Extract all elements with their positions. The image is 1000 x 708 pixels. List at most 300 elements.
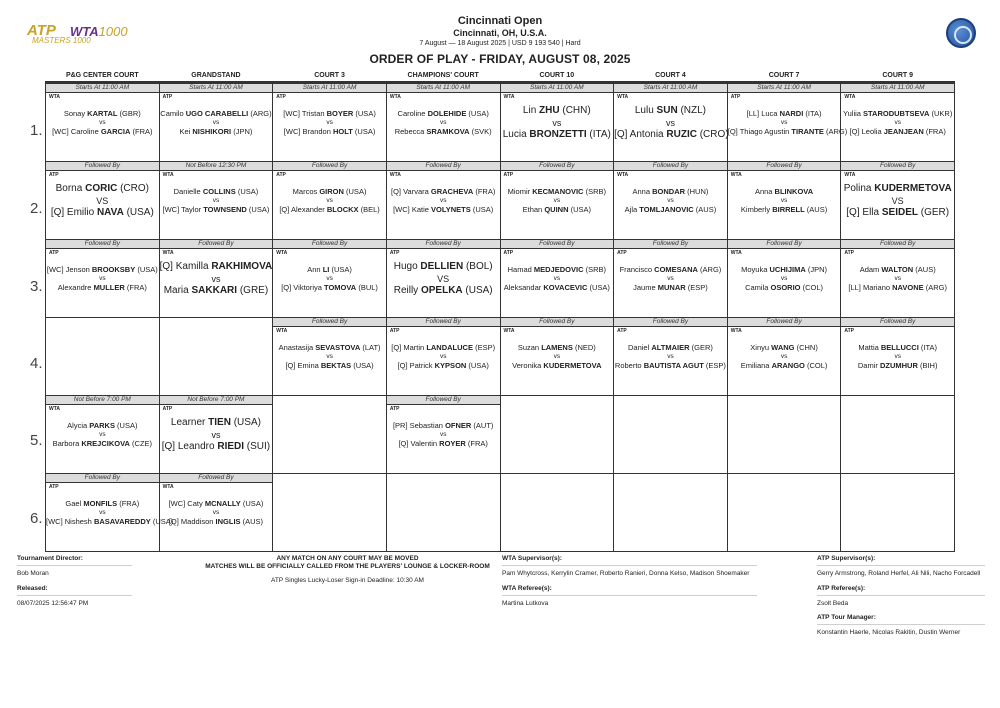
player-surname: OFNER — [445, 421, 472, 430]
vs-label: vs — [99, 431, 106, 438]
player-surname: GRACHEVA — [430, 187, 474, 196]
tour-label: ATP — [730, 94, 741, 100]
row-number: 6. — [30, 510, 43, 527]
player-1 — [387, 187, 500, 196]
player-surname: RAKHIMOVA — [211, 261, 273, 272]
player-2 — [387, 205, 500, 214]
player-name-part: [Q] Ella — [846, 207, 882, 218]
player-1 — [728, 187, 841, 196]
match-cell — [273, 240, 387, 318]
court-header: CHAMPIONS' COURT — [386, 69, 500, 83]
player-name-part: Jaume — [633, 283, 658, 292]
match — [387, 179, 500, 214]
player-name-part: [Q] Viktoriya — [281, 283, 324, 292]
player-2 — [160, 517, 273, 526]
player-surname: WALTON — [881, 265, 914, 274]
wta-logo-text: WTA — [70, 24, 99, 39]
empty-match-cell — [614, 396, 728, 474]
tour-label: ATP — [49, 250, 59, 256]
schedule-bar: Followed By — [387, 240, 500, 249]
vs-label: vs — [439, 431, 447, 438]
match — [841, 335, 954, 370]
match-cell — [841, 240, 955, 318]
tournament-title: Cincinnati Open — [457, 15, 543, 27]
player-1 — [501, 187, 614, 196]
match — [160, 257, 273, 297]
player-name-part: (FRA) — [465, 439, 488, 448]
player-2 — [614, 205, 727, 214]
player-name-part: (ESP) — [472, 343, 496, 352]
match-cell — [614, 83, 728, 162]
player-surname: BRONZETTI — [529, 129, 587, 140]
player-name-part: (GER) — [689, 343, 713, 352]
tour-label: ATP — [617, 328, 627, 334]
player-1 — [614, 187, 727, 196]
schedule-bar: Starts At 11:00 AM — [841, 84, 954, 93]
player-name-part: Lucia — [502, 129, 530, 140]
player-name-part: [Q] Leolia — [849, 127, 884, 136]
player-name-part: Kei — [179, 127, 193, 136]
player-1 — [46, 265, 159, 274]
vs-label: vs — [439, 197, 447, 204]
page-header — [0, 15, 1000, 66]
player-name-part: Borna — [55, 183, 86, 194]
player-1 — [160, 417, 273, 429]
player-name-part: (SVK) — [469, 127, 492, 136]
atp-referee-label: ATP Referee(s): — [817, 585, 866, 592]
match-row — [46, 396, 955, 474]
tour-label: ATP — [162, 406, 173, 412]
player-name-part: [Q] Thiago Agustin — [727, 127, 792, 136]
player-surname: MCNALLY — [204, 499, 241, 508]
player-2 — [728, 283, 841, 292]
tour-label: ATP — [49, 484, 59, 490]
player-name-part: (USA) — [230, 417, 261, 428]
match — [387, 257, 500, 297]
match-cell — [159, 396, 273, 474]
vs-label: vs — [99, 119, 106, 126]
player-surname: SUN — [656, 105, 678, 116]
player-name-part: [WC] Caty — [168, 499, 205, 508]
match — [160, 101, 273, 136]
player-name-part: (USA) — [123, 207, 154, 218]
schedule-bar: Followed By — [841, 240, 954, 249]
player-name-part: [Q] Emilio — [50, 207, 97, 218]
player-2 — [273, 127, 386, 136]
player-surname: GIRON — [319, 187, 344, 196]
player-name-part: (ITA) — [586, 129, 611, 140]
divider — [502, 595, 757, 596]
atp-referee: Zsolt Beda — [817, 600, 849, 607]
player-name-part: [Q] Valentin — [398, 439, 440, 448]
divider — [817, 624, 985, 625]
tour-label: ATP — [503, 250, 514, 256]
player-1 — [614, 265, 727, 274]
player-surname: TIRANTE — [791, 127, 824, 136]
empty-match-cell — [46, 318, 160, 396]
empty-match-cell — [727, 474, 841, 552]
vs-label: vs — [439, 353, 447, 360]
tournament-director: Bob Moran — [17, 570, 49, 577]
vs-label: vs — [780, 275, 788, 282]
divider — [17, 595, 132, 596]
player-surname: VOLYNETS — [431, 205, 471, 214]
player-surname: KOVACEVIC — [543, 283, 588, 292]
player-surname: BLOCKX — [326, 205, 359, 214]
player-2 — [501, 205, 614, 214]
player-1 — [273, 265, 386, 274]
schedule-bar: Followed By — [273, 318, 386, 327]
match — [501, 257, 614, 292]
player-2 — [387, 285, 500, 297]
schedule-bar: Followed By — [614, 162, 727, 171]
player-surname: TOMLJANOVIC — [639, 205, 694, 214]
atp-logo-text: ATP — [27, 22, 56, 39]
player-2 — [841, 207, 954, 219]
schedule-bar: Starts At 11:00 AM — [728, 84, 841, 93]
schedule-bar: Followed By — [46, 162, 159, 171]
match-cell — [273, 83, 387, 162]
vs-label: vs — [780, 353, 788, 360]
match — [273, 257, 386, 292]
match — [46, 413, 159, 448]
schedule-bar: Starts At 11:00 AM — [160, 84, 273, 93]
match-cell — [273, 162, 387, 240]
row-number: 2. — [30, 200, 43, 217]
player-2 — [387, 439, 500, 448]
vs-label: vs — [894, 119, 901, 126]
schedule-bar: Followed By — [160, 474, 273, 483]
court-header: COURT 10 — [500, 69, 614, 83]
match — [841, 179, 954, 219]
player-2 — [46, 127, 159, 136]
player-name-part: [WC] Brandon — [283, 127, 333, 136]
player-name-part: Hamad — [507, 265, 534, 274]
player-name-part: [WC] Tristan — [283, 109, 327, 118]
player-name-part: (NZL) — [677, 105, 707, 116]
player-name-part: Suzan — [517, 343, 542, 352]
player-1 — [614, 105, 727, 117]
tour-label: ATP — [276, 94, 286, 100]
match-cell — [46, 396, 160, 474]
schedule-bar: Followed By — [614, 240, 727, 249]
schedule-bar: Followed By — [273, 240, 386, 249]
player-surname: OPELKA — [420, 285, 463, 296]
player-1 — [160, 187, 273, 196]
tour-label: ATP — [503, 172, 514, 178]
player-name-part: Alexandre — [57, 283, 94, 292]
player-1 — [501, 343, 614, 352]
match-cell — [159, 162, 273, 240]
player-name-part: [Q] Alexander — [279, 205, 327, 214]
player-name-part: (SUI) — [244, 441, 271, 452]
vs-label: vs — [212, 509, 220, 516]
match — [728, 257, 841, 292]
schedule-bar: Followed By — [273, 162, 386, 171]
player-name-part: Barbora — [52, 439, 82, 448]
player-name-part: (ARG) — [697, 265, 722, 274]
match-cell — [614, 318, 728, 396]
empty-match-cell — [500, 474, 614, 552]
player-1 — [46, 183, 159, 195]
schedule-bar: Starts At 11:00 AM — [501, 84, 614, 93]
player-surname: NISHIKORI — [192, 127, 232, 136]
player-surname: RUZIC — [666, 129, 697, 140]
player-name-part: (USA) — [466, 109, 489, 118]
vs-label: vs — [439, 119, 447, 126]
player-name-part: [WC] Katie — [393, 205, 432, 214]
player-name-part: Moyuka — [741, 265, 770, 274]
schedule-bar: Followed By — [728, 240, 841, 249]
player-name-part: (AUS) — [913, 265, 936, 274]
player-2 — [614, 283, 727, 292]
player-name-part: Lin — [522, 105, 540, 116]
player-name-part: (GRE) — [237, 285, 269, 296]
player-1 — [841, 183, 954, 195]
match-cell — [841, 83, 955, 162]
empty-match-cell — [273, 474, 387, 552]
player-surname: COMESANA — [654, 265, 698, 274]
match-cell — [386, 83, 500, 162]
player-name-part: (ARG) — [823, 127, 848, 136]
player-surname: NARDI — [779, 109, 804, 118]
match — [501, 179, 614, 214]
empty-match-cell — [273, 396, 387, 474]
player-1 — [501, 105, 614, 117]
vs-label: vs — [553, 353, 561, 360]
player-surname: OSORIO — [770, 283, 801, 292]
match-cell — [500, 162, 614, 240]
player-1 — [728, 109, 841, 118]
match — [614, 335, 727, 370]
atp-supervisors-label: ATP Supervisor(s): — [817, 555, 876, 562]
match — [727, 101, 848, 136]
wta-supervisors-label: WTA Supervisor(s): — [502, 555, 562, 562]
court-header: COURT 7 — [727, 69, 841, 83]
player-surname: CORIC — [85, 183, 118, 194]
player-name-part: (USA) — [352, 127, 376, 136]
player-surname: KYPSON — [434, 361, 467, 370]
player-surname: COLLINS — [202, 187, 236, 196]
player-surname: TIEN — [208, 417, 231, 428]
match-cell — [500, 240, 614, 318]
match-cell — [614, 240, 728, 318]
released-label: Released: — [17, 585, 48, 592]
player-surname: INGLIS — [215, 517, 241, 526]
player-name-part: Xinyu — [750, 343, 772, 352]
court-header: COURT 4 — [614, 69, 728, 83]
player-1 — [841, 109, 954, 118]
player-surname: RIEDI — [217, 441, 245, 452]
match — [46, 491, 174, 526]
match-cell — [386, 240, 500, 318]
tour-label: WTA — [49, 94, 61, 100]
vs-label: vs — [326, 119, 333, 126]
match-cell — [386, 162, 500, 240]
player-name-part: (AUS) — [240, 517, 264, 526]
tour-label: ATP — [389, 406, 400, 412]
player-name-part: Hugo — [393, 261, 421, 272]
court-header-row — [46, 69, 955, 83]
player-name-part: (CHN) — [559, 105, 591, 116]
match-cell — [46, 83, 160, 162]
player-surname: ROYER — [439, 439, 466, 448]
court-header: GRANDSTAND — [159, 69, 273, 83]
player-name-part: [WC] Taylor — [162, 205, 204, 214]
player-2 — [501, 129, 614, 141]
player-name-part: Anna — [754, 187, 775, 196]
schedule-bar: Followed By — [501, 240, 614, 249]
player-surname: LANDALUCE — [426, 343, 473, 352]
match-cell — [727, 162, 841, 240]
wta-referee-label: WTA Referee(s): — [502, 585, 552, 592]
player-name-part: [Q] Emina — [285, 361, 321, 370]
vs-label: vs — [99, 509, 106, 516]
vs-label: vs — [780, 119, 788, 126]
match-cell — [46, 162, 160, 240]
match-cell — [727, 83, 848, 162]
tour-label: ATP — [276, 172, 286, 178]
player-name-part: (ITA) — [918, 343, 937, 352]
player-name-part: [PR] Sebastian — [392, 421, 446, 430]
schedule-bar: Followed By — [728, 162, 841, 171]
schedule-bar: Starts At 11:00 AM — [387, 84, 500, 93]
tour-label: ATP — [844, 328, 855, 334]
player-1 — [46, 421, 159, 430]
player-surname: MUNAR — [657, 283, 686, 292]
player-1 — [160, 499, 273, 508]
player-name-part: (FRA) — [124, 283, 147, 292]
schedule-bar: Starts At 11:00 AM — [273, 84, 386, 93]
player-name-part: (SRB) — [583, 265, 606, 274]
vs-label: vs — [552, 118, 562, 128]
player-surname: GARCIA — [100, 127, 131, 136]
player-2 — [273, 361, 386, 370]
player-name-part: Camilo — [160, 109, 186, 118]
match-cell — [727, 240, 841, 318]
match-row — [46, 162, 955, 240]
player-name-part: Anastasija — [278, 343, 316, 352]
player-surname: SEIDEL — [881, 207, 918, 218]
schedule-bar: Followed By — [160, 240, 273, 249]
player-name-part: (USA) — [466, 361, 489, 370]
player-surname: LAMENS — [541, 343, 573, 352]
player-surname: BLINKOVA — [774, 187, 814, 196]
vs-label: vs — [667, 353, 674, 360]
match-cell — [46, 240, 160, 318]
player-name-part: (CRO) — [117, 183, 149, 194]
empty-match-cell — [386, 474, 500, 552]
divider — [17, 565, 132, 566]
match — [160, 179, 273, 214]
tournament-director-label: Tournament Director: — [17, 555, 83, 562]
player-name-part: (USA) — [353, 109, 376, 118]
player-name-part: Sonay — [63, 109, 88, 118]
player-surname: NAVA — [96, 207, 124, 218]
player-2 — [46, 439, 159, 448]
schedule-bar: Followed By — [387, 162, 500, 171]
schedule-bar: Followed By — [728, 318, 841, 327]
match — [501, 101, 614, 141]
match-row — [46, 83, 955, 162]
match-cell — [386, 318, 500, 396]
match — [614, 179, 727, 214]
empty-match-cell — [727, 396, 841, 474]
player-name-part: [LL] Luca — [746, 109, 780, 118]
vs-label: vs — [553, 275, 561, 282]
match-cell — [841, 162, 955, 240]
schedule-bar: Followed By — [387, 318, 500, 327]
player-surname: KUDERMETOVA — [543, 361, 602, 370]
player-name-part: Rebecca — [394, 127, 427, 136]
vs-label: vs — [780, 197, 788, 204]
player-2 — [387, 361, 500, 370]
tour-label: WTA — [49, 406, 61, 412]
player-surname: BROOKSBY — [91, 265, 136, 274]
tour-label: ATP — [844, 250, 855, 256]
schedule-bar: Starts At 11:00 AM — [614, 84, 727, 93]
vs-label: vs — [667, 197, 674, 204]
atp-tour-manager-label: ATP Tour Manager: — [817, 614, 876, 621]
player-2 — [841, 361, 954, 370]
player-2 — [160, 441, 273, 453]
player-name-part: Miomir — [507, 187, 533, 196]
player-surname: DZUMHUR — [879, 361, 918, 370]
player-name-part: (ITA) — [803, 109, 822, 118]
player-surname: BASAVAREDDY — [93, 517, 151, 526]
player-1 — [387, 343, 500, 352]
player-name-part: [Q] Antonia — [614, 129, 667, 140]
player-name-part: (CHN) — [794, 343, 818, 352]
player-name-part: (COL) — [800, 283, 824, 292]
player-name-part: (GER) — [917, 207, 950, 218]
notice-line-1: ANY MATCH ON ANY COURT MAY BE MOVED — [276, 555, 419, 562]
player-1 — [160, 261, 273, 273]
vs-label: VS — [96, 196, 109, 206]
tour-label: WTA — [503, 328, 515, 334]
player-name-part: (FRA) — [130, 127, 153, 136]
player-surname: ARANGO — [771, 361, 805, 370]
player-surname: JEANJEAN — [883, 127, 924, 136]
player-surname: BOYER — [326, 109, 354, 118]
match — [841, 257, 954, 292]
match-cell — [159, 474, 273, 552]
row-number: 1. — [30, 122, 43, 139]
player-surname: BEKTAS — [320, 361, 352, 370]
player-1 — [501, 265, 614, 274]
player-name-part: Maria — [163, 285, 192, 296]
vs-label: vs — [894, 353, 901, 360]
player-2 — [501, 361, 614, 370]
match-cell — [386, 396, 500, 474]
divider — [817, 595, 985, 596]
vs-label: vs — [667, 275, 674, 282]
tour-label: WTA — [730, 172, 742, 178]
schedule-bar: Followed By — [841, 162, 954, 171]
vs-label: vs — [894, 275, 901, 282]
player-surname: KARTAL — [87, 109, 118, 118]
player-surname: ZHU — [539, 105, 560, 116]
match — [387, 101, 500, 136]
player-name-part: Mattia — [858, 343, 881, 352]
match-cell — [159, 83, 273, 162]
player-name-part: Ann — [307, 265, 323, 274]
player-name-part: (USA) — [351, 361, 374, 370]
player-name-part: (FRA) — [473, 187, 496, 196]
player-1 — [728, 343, 841, 352]
player-name-part: (USA) — [240, 499, 264, 508]
schedule-bar: Followed By — [387, 396, 500, 405]
